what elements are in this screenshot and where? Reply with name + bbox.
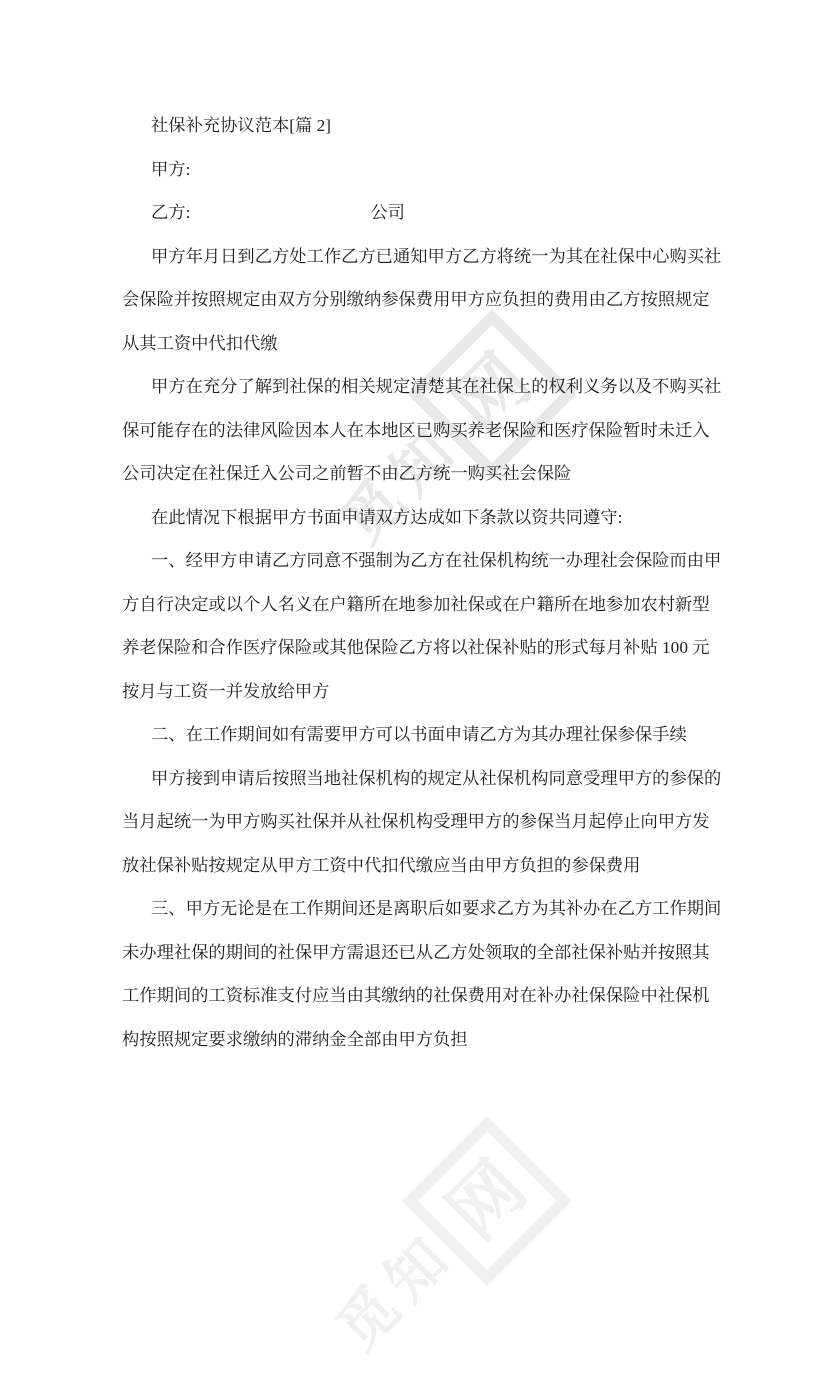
party-a-line: 甲方: <box>151 159 191 179</box>
watermark-zhi-char: 知 <box>373 1227 461 1315</box>
watermark-wang-char: 网 <box>433 1147 541 1255</box>
party-b-line <box>122 191 710 235</box>
watermark-mi-char: 觅 <box>330 468 418 556</box>
doc-line: 一、经甲方申请乙方同意不强制为乙方在社保机构统一办理社会保险而由甲 <box>151 551 722 570</box>
doc-line: 在此情况下根据甲方书面申请双方达成如下条款以资共同遵守: <box>151 507 623 527</box>
doc-line: 保可能存在的法律风险因本人在本地区已购买养老保险和医疗保险暂时未迁入 <box>122 420 710 440</box>
doc-line: 养老保险和合作医疗保险或其他保险乙方将以社保补贴的形式每月补贴 100 元 <box>122 638 710 657</box>
doc-line: 二、在工作期间如有需要甲方可以书面申请乙方为其办理社保参保手续 <box>151 725 687 744</box>
party-b-company: 公司 <box>370 203 405 222</box>
doc-line: 工作期间的工资标准支付应当由其缴纳的社保费用对在补办社保保险中社保机 <box>122 986 710 1005</box>
doc-line: 未办理社保的期间的社保甲方需退还已从乙方处领取的全部社保补贴并按照其 <box>122 942 710 962</box>
doc-line: 三、甲方无论是在工作期间还是离职后如要求乙方为其补办在乙方工作期间 <box>151 899 722 918</box>
watermark-zhi-char: 知 <box>378 420 466 508</box>
doc-line: 按月与工资一并发放给甲方 <box>122 681 330 701</box>
watermark-mi-char: 觅 <box>325 1275 413 1363</box>
watermark-wang-char: 网 <box>438 340 546 448</box>
watermark-mizhiwang-logo-bottom <box>306 1116 572 1382</box>
doc-line: 构按照规定要求缴纳的滞纳金全部由甲方负担 <box>122 1029 468 1049</box>
watermark-diamond-icon <box>402 1116 572 1286</box>
doc-line: 方自行决定或以个人名义在户籍所在地参加社保或在户籍所在地参加农村新型 <box>122 594 710 614</box>
doc-title: 社保补充协议范本[篇 2] <box>151 116 332 135</box>
doc-line: 当月起统一为甲方购买社保并从社保机构受理甲方的参保当月起停止向甲方发 <box>122 812 710 831</box>
doc-line: 从其工资中代扣代缴 <box>122 333 278 353</box>
party-b-label: 乙方: <box>151 203 191 222</box>
doc-line: 放社保补贴按规定从甲方工资中代扣代缴应当由甲方负担的参保费用 <box>122 855 641 875</box>
doc-line: 甲方在充分了解到社保的相关规定清楚其在社保上的权利义务以及不购买社 <box>151 377 722 396</box>
doc-paragraph-lines <box>122 235 722 1062</box>
doc-line: 甲方接到申请后按照当地社保机构的规定从社保机构同意受理甲方的参保的 <box>151 768 722 788</box>
doc-line: 甲方年月日到乙方处工作乙方已通知甲方乙方将统一为其在社保中心购买社 <box>151 246 722 266</box>
doc-line: 公司决定在社保迁入公司之前暂不由乙方统一购买社会保险 <box>122 464 572 483</box>
doc-line: 会保险并按照规定由双方分别缴纳参保费用甲方应负担的费用由乙方按照规定 <box>122 290 710 309</box>
